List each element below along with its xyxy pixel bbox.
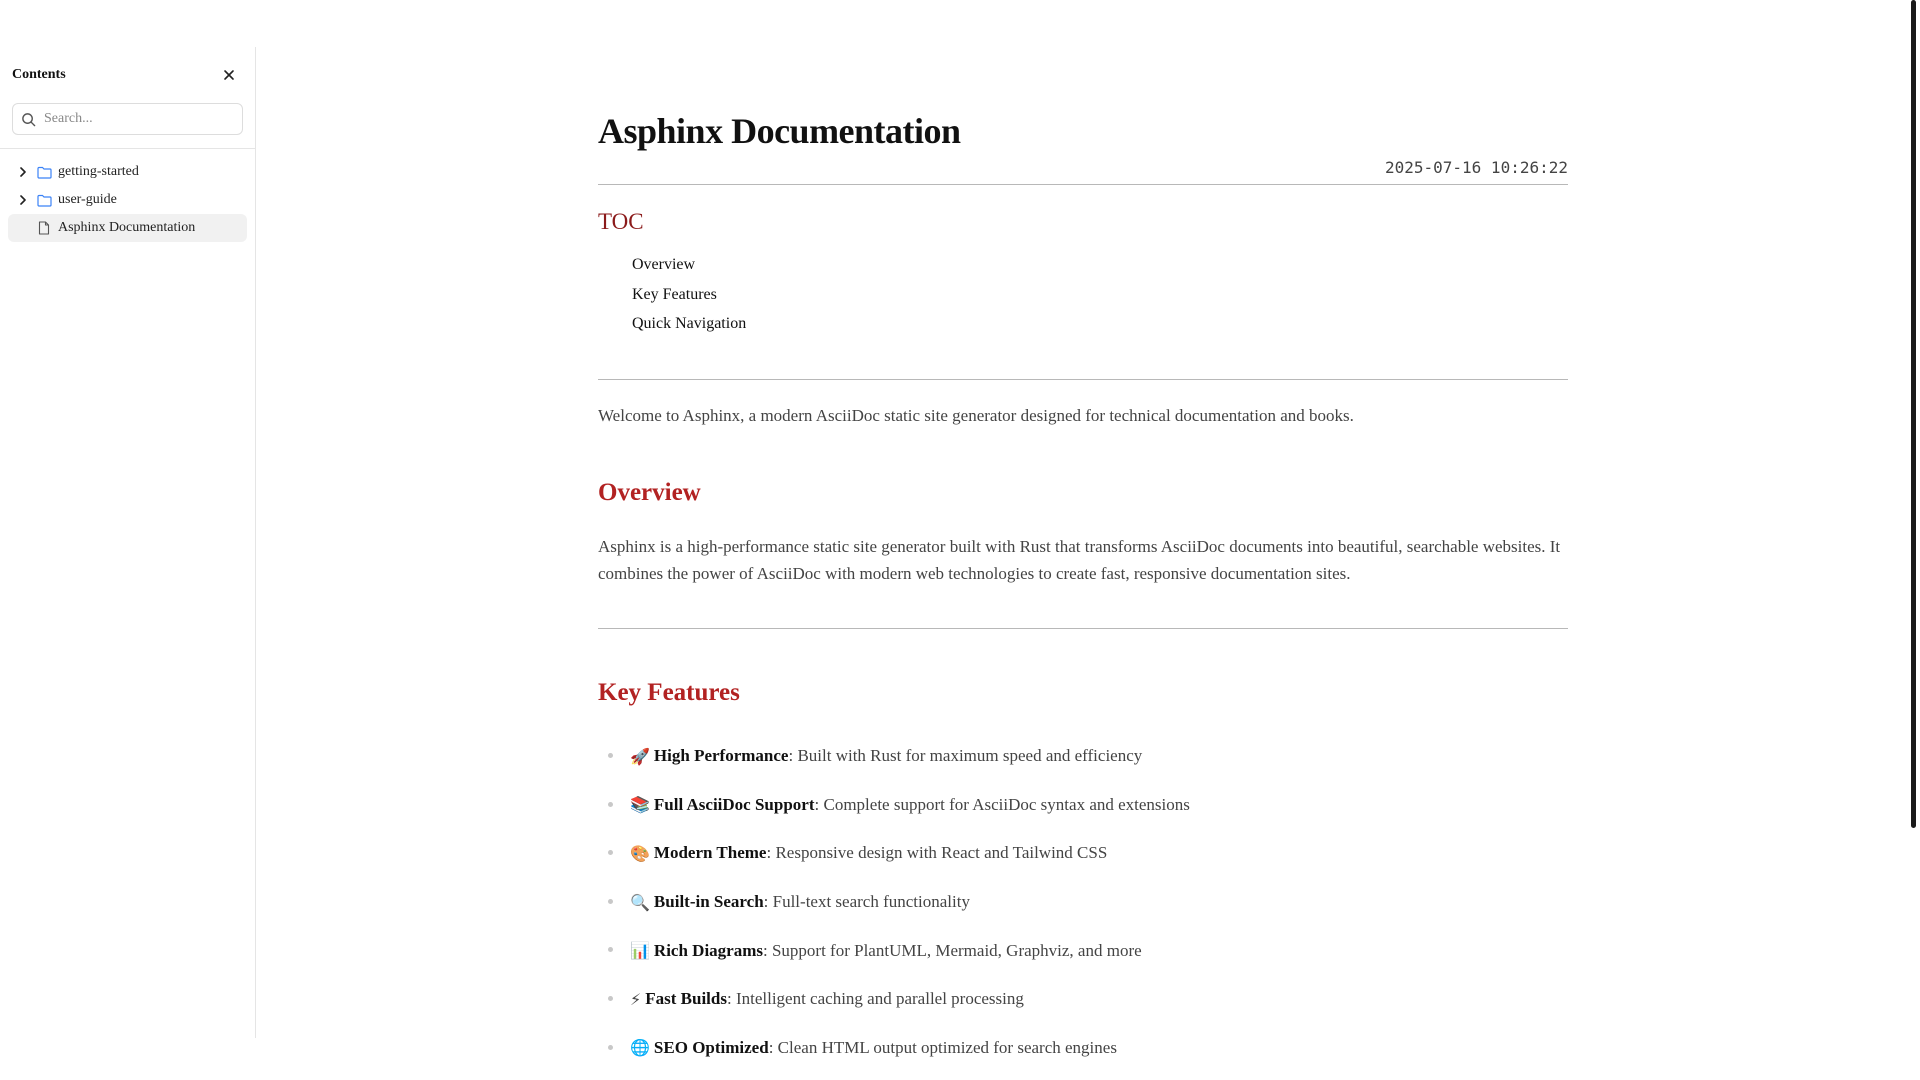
sidebar-header <box>0 47 255 103</box>
chevron-right-icon[interactable] <box>16 193 30 207</box>
lightning-icon: ⚡ <box>630 989 642 1009</box>
globe-icon: 🌐 <box>630 1038 650 1058</box>
bullet-icon <box>608 753 613 758</box>
magnifier-icon: 🔍 <box>630 892 650 912</box>
feature-item <box>598 926 1190 975</box>
chevron-right-icon[interactable] <box>16 165 30 179</box>
toc-link-key-features[interactable]: Key Features <box>632 285 717 303</box>
search-icon <box>21 112 36 127</box>
bullet-icon <box>608 802 613 807</box>
page-scrollbar[interactable] <box>1906 0 1920 1080</box>
tree-item-asphinx-documentation[interactable] <box>8 214 247 242</box>
folder-icon <box>36 164 52 180</box>
sidebar-title: Contents <box>12 67 66 82</box>
feature-name: Modern Theme <box>653 843 767 863</box>
key-features-heading: Key Features <box>598 679 740 706</box>
feature-name: Built-in Search <box>653 892 764 912</box>
feature-name: Full AsciiDoc Support <box>653 794 815 814</box>
scrollbar-thumb[interactable] <box>1911 0 1916 828</box>
tree-item-label: getting-started <box>58 164 139 179</box>
bullet-icon <box>608 1045 613 1050</box>
feature-item <box>598 878 1190 927</box>
search-input[interactable] <box>44 111 234 127</box>
overview-heading: Overview <box>598 479 701 506</box>
close-sidebar-button[interactable] <box>215 61 243 89</box>
section-divider <box>598 628 1568 629</box>
tree-item-label: Asphinx Documentation <box>58 220 196 235</box>
bullet-icon <box>608 899 613 904</box>
last-updated-timestamp: 2025-07-16 10:26:22 <box>1384 158 1568 177</box>
toc-list <box>632 255 746 344</box>
overview-paragraph: Asphinx is a high-performance static site generator built with Rust that transforms AsciiDoc documents into beautiful, searchable websites. It combines the power of AsciiDoc with modern web technologies to create fast, responsive documentation sites. <box>598 537 1561 583</box>
bullet-icon <box>608 850 613 855</box>
feature-desc: : Responsive design with React and Tailwind CSS <box>766 843 1108 863</box>
feature-item <box>598 975 1190 1024</box>
bullet-icon <box>608 947 613 952</box>
bar-chart-icon: 📊 <box>630 941 650 961</box>
bullet-icon <box>608 996 613 1001</box>
feature-item <box>598 781 1190 830</box>
feature-item <box>598 1024 1190 1073</box>
tree-item-user-guide[interactable] <box>8 186 247 214</box>
rocket-icon: 🚀 <box>630 746 650 766</box>
feature-item <box>598 732 1190 781</box>
feature-desc: : Intelligent caching and parallel processing <box>726 989 1024 1009</box>
folder-icon <box>36 192 52 208</box>
close-icon <box>222 68 236 82</box>
feature-name: Fast Builds <box>645 989 727 1009</box>
toc-link-overview[interactable]: Overview <box>632 256 696 273</box>
file-tree <box>0 149 255 251</box>
toc-divider <box>598 379 1568 380</box>
books-icon: 📚 <box>630 795 650 815</box>
sidebar <box>0 47 256 1038</box>
feature-desc: : Support for PlantUML, Mermaid, Graphviz, and more <box>763 940 1142 960</box>
feature-name: Rich Diagrams <box>653 940 763 960</box>
intro-paragraph: Welcome to Asphinx, a modern AsciiDoc static site generator designed for technical documentation and books. <box>598 406 1354 425</box>
tree-item-getting-started[interactable] <box>8 158 247 186</box>
feature-desc: : Clean HTML output optimized for search engines <box>768 1037 1117 1057</box>
toc-heading: TOC <box>598 209 644 234</box>
search-box <box>12 103 243 135</box>
page-title: Asphinx Documentation <box>598 111 961 151</box>
feature-name: High Performance <box>653 746 789 766</box>
features-list <box>598 732 1190 1072</box>
file-icon <box>36 220 52 236</box>
feature-desc: : Full-text search functionality <box>763 892 970 912</box>
search-container <box>0 103 255 149</box>
feature-desc: : Built with Rust for maximum speed and efficiency <box>788 746 1143 766</box>
tree-item-label: user-guide <box>58 192 117 207</box>
title-divider <box>598 184 1568 185</box>
feature-item <box>598 829 1190 878</box>
feature-desc: : Complete support for AsciiDoc syntax and extensions <box>814 794 1190 814</box>
toc-link-quick-navigation[interactable]: Quick Navigation <box>632 315 747 332</box>
palette-icon: 🎨 <box>630 843 650 863</box>
feature-name: SEO Optimized <box>653 1037 769 1057</box>
